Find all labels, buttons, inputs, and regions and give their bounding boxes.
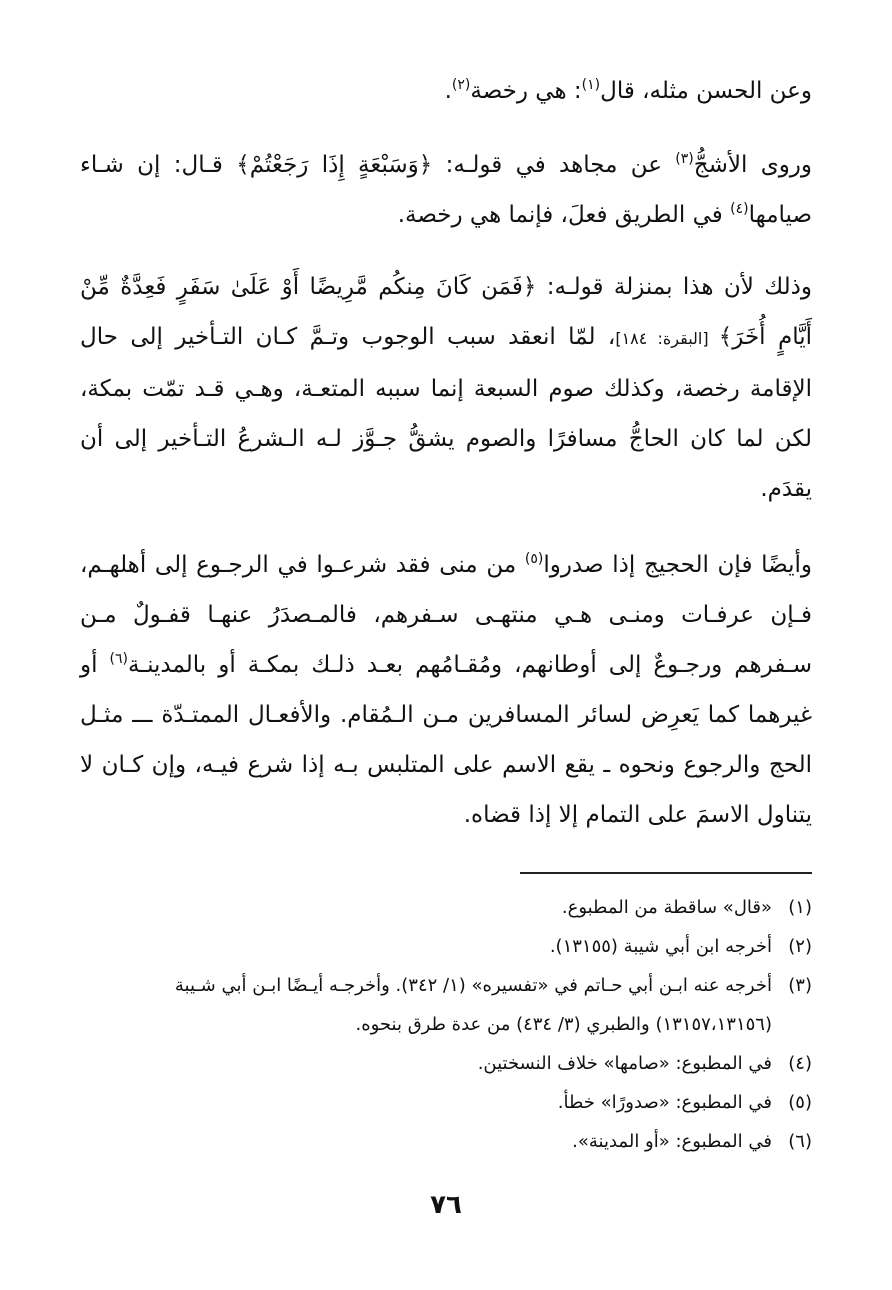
book-page xyxy=(80,0,812,1290)
footnote-divider xyxy=(520,872,812,874)
footnote-number: (٥) xyxy=(788,1092,812,1113)
footnote-text: أخرجه عنه ابـن أبي حـاتم في «تفسيره» (١/ ٣٤٢). وأخرجـه أيـضًا ابـن أبي شـيبة xyxy=(174,975,772,996)
footnote-number: (٦) xyxy=(788,1131,812,1152)
text: وأيضًا فإن الحجيج إذا صدروا xyxy=(543,552,812,578)
text: أو غيرهما كما يَعرِض لسائر المسافرين مـن الـمُقام. والأفعـال الممتـدّة ـــ مثـل الحج والرجوع ونحوه ـ يقع الاسم على المتلبس بـه إذا شرع فيـه، وإن كـان لا يتناول الاسمَ على التمام إلا إذا قضاه. xyxy=(80,652,812,828)
text: . xyxy=(444,78,452,104)
footnote-text: في المطبوع: «صامها» خلاف النسختين. xyxy=(477,1053,772,1074)
quran-verse: ﴿فَمَن كَانَ مِنكُم مَّرِيضًا أَوْ عَلَىٰ سَفَرٍ فَعِدَّةٌ مِّنْ أَيَّامٍ أُخَرَ﴾ xyxy=(80,274,812,350)
footnote-item xyxy=(80,927,812,966)
quran-verse: ﴿وَسَبْعَةٍ إِذَا رَجَعْتُمْ﴾ xyxy=(236,152,433,178)
text: من منى فقد شرعـوا في الرجـوع إلى أهلهـم، فـإن عرفـات ومنـى هـي منتهـى سـفرهم، فالمـصدَرُ عنهـا قفـولٌ مـن سـفرهم ورجـوعٌ إلى أوطانهم، ومُقـامُهم بعـد ذلـك بمكـة أو بالمدينـة xyxy=(80,552,812,678)
footnote-item xyxy=(80,966,812,1044)
text: وذلك لأن هذا بمنزلة قولـه: xyxy=(536,274,812,300)
footnote-ref-5[interactable]: (٥) xyxy=(524,551,544,567)
footnote-item xyxy=(80,1083,812,1122)
surah-reference: [البقرة: ١٨٤] xyxy=(615,329,719,348)
text: في الطريق فعلَ، فإنما هي رخصة. xyxy=(397,202,731,228)
footnote-number: (٢) xyxy=(788,936,812,957)
text: عن مجاهد في قولـه: xyxy=(432,152,676,178)
footnote-ref-3[interactable]: (٣) xyxy=(675,151,694,167)
text: ، لمّا انعقد سبب الوجوب وتـمَّ كـان التـأخير إلى حال الإقامة رخصة، وكذلك صوم السبعة إنما سببه المتعـة، وهـي قـد تمّت بمكة، لكن لما كان الحاجُّ مسافرًا والصوم يشقُّ جـوَّز لـه الـشرعُ التـأخير إلى أن يقدَم. xyxy=(80,324,812,502)
text: : هي رخصة xyxy=(470,78,582,104)
footnote-number: (٣) xyxy=(788,975,812,996)
footnote-text: أخرجه ابن أبي شيبة (١٣١٥٥). xyxy=(549,936,772,957)
footnote-text-continued: (١٣١٥٧،١٣١٥٦) والطبري (٣/ ٤٣٤) من عدة طرق بنحوه. xyxy=(355,1014,772,1035)
footnote-number: (١) xyxy=(788,897,812,918)
footnote-ref-4[interactable]: (٤) xyxy=(730,201,749,217)
paragraph-hasan xyxy=(80,66,812,116)
footnote-ref-6[interactable]: (٦) xyxy=(109,651,129,667)
footnote-item xyxy=(80,1122,812,1161)
footnote-text: في المطبوع: «صدورًا» خطأ. xyxy=(557,1092,772,1113)
paragraph-ashajj xyxy=(80,140,812,240)
footnotes-list xyxy=(80,888,812,1161)
text: وروى الأشجُّ xyxy=(693,152,813,178)
page-number: ٧٦ xyxy=(430,1190,462,1220)
footnote-item xyxy=(80,1044,812,1083)
footnote-item xyxy=(80,888,812,927)
footnote-ref-2[interactable]: (٢) xyxy=(451,77,471,93)
footnote-text: في المطبوع: «أو المدينة». xyxy=(572,1131,772,1152)
paragraph-manzila xyxy=(80,262,812,514)
text: وعن الحسن مثله، قال xyxy=(600,78,812,104)
footnote-text: «قال» ساقطة من المطبوع. xyxy=(561,897,772,918)
footnote-number: (٤) xyxy=(788,1053,812,1074)
footnote-ref-1[interactable]: (١) xyxy=(581,77,601,93)
paragraph-hajij xyxy=(80,540,812,840)
text: قـال: إن شـاء صيامها xyxy=(80,152,812,228)
